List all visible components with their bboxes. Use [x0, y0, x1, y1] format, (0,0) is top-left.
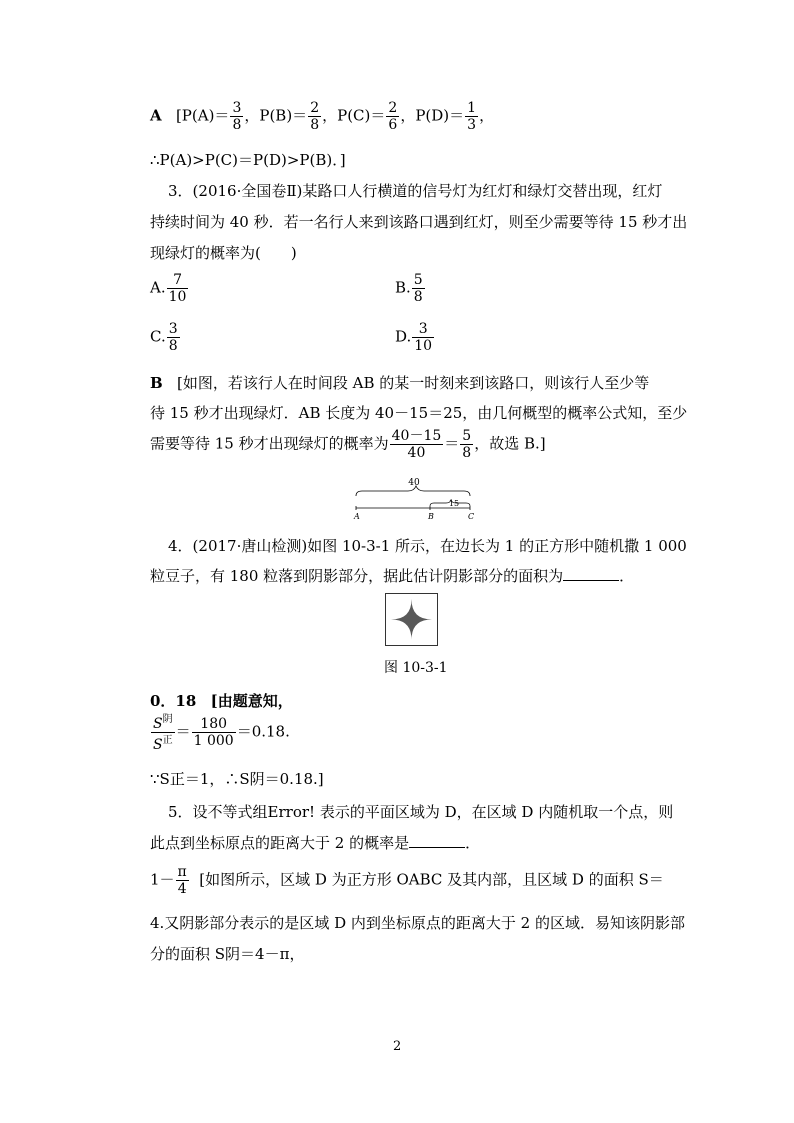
- q3-line1: 3．(2016·全国卷Ⅱ)某路口人行横道的信号灯为红灯和绿灯交替出现，红灯: [168, 182, 663, 200]
- q3-solution-line3: 需要等待 15 秒才出现绿灯的概率为 $\frac{40-15}{40}$ ＝ $\frac{5}{8}$ ，故选 B.]: [150, 428, 546, 461]
- pi-over-4: $\frac{\pi}{4}$: [177, 864, 187, 897]
- label-40: 40: [408, 478, 420, 488]
- q4-ratio-equation: $\frac{S^阴}{S^正}$ ＝ $\frac{180}{1 000}$ ＝0.18.: [153, 714, 290, 753]
- q4-answer: 0．18: [150, 692, 197, 710]
- q4-line1: 4．(2017·唐山检测)如图 10-3-1 所示，在边长为 1 的正方形中随机撒 1 000: [168, 537, 687, 555]
- q5-answer-blank: [409, 833, 465, 848]
- q3-option-a: A. $\frac{7}{10}$: [150, 272, 187, 305]
- q3-line2: 持续时间为 40 秒．若一名行人来到该路口遇到红灯，则至少需要等待 15 秒才出: [150, 213, 688, 231]
- q5-solution-line3: 分的面积 S阴＝4－π，: [150, 945, 305, 963]
- pd-label: ，P(D)＝: [400, 106, 465, 125]
- pb-fraction: $\frac{2}{8}$: [310, 100, 320, 133]
- bean-fraction: $\frac{180}{1 000}$: [193, 716, 234, 749]
- pa-label: P(A)＝: [181, 106, 230, 125]
- q3-prob-fraction: $\frac{40-15}{40}$: [391, 428, 442, 461]
- q5-line1: 5．设不等式组Error! 表示的平面区域为 D，在区域 D 内随机取一个点，则: [168, 803, 674, 821]
- q3-option-b: B. $\frac{5}{8}$: [395, 272, 423, 305]
- s-ratio-fraction: $\frac{S^阴}{S^正}$: [153, 714, 173, 753]
- label-15: 15: [448, 499, 460, 508]
- pd-fraction: $\frac{1}{3}$: [467, 100, 477, 133]
- prev-answer-line: A [P(A)＝ $\frac{3}{8}$ ，P(B)＝ $\frac{2}{8}$ ，P(C)＝ $\frac{2}{6}$ ，P(D)＝ $\frac{1}{3}$ ，: [150, 100, 495, 133]
- q4-line2: 粒豆子，有 180 粒落到阴影部分，据此估计阴影部分的面积为 ．: [150, 567, 635, 585]
- number-line-figure: [348, 478, 478, 520]
- q3-option-c: C. $\frac{3}{8}$: [150, 321, 178, 354]
- point-b: B: [428, 512, 434, 520]
- pa-fraction: $\frac{3}{8}$: [232, 100, 242, 133]
- point-a: A: [354, 512, 360, 520]
- q3-option-d: D. $\frac{3}{10}$: [395, 321, 433, 354]
- q3-solution-line2: 待 15 秒才出现绿灯．AB 长度为 40－15＝25，由几何概型的概率公式知，至少: [150, 404, 688, 422]
- page-number: 2: [393, 1039, 402, 1054]
- q3-answer-letter: B: [150, 374, 163, 392]
- q5-line2: 此点到坐标原点的距离大于 2 的概率是 ．: [150, 834, 481, 852]
- pc-fraction: $\frac{2}{6}$: [388, 100, 398, 133]
- point-c: C: [468, 512, 475, 520]
- q3-solution-line1: B [如图，若该行人在时间段 AB 的某一时刻来到该路口，则该行人至少等: [150, 374, 650, 392]
- prev-conclusion: ∴P(A)>P(C)＝P(D)>P(B)．]: [150, 151, 346, 169]
- q5-solution-line1: 1－ $\frac{\pi}{4}$ [如图所示，区域 D 为正方形 OABC 及其内部，且区域 D 的面积 S＝: [150, 864, 664, 897]
- figure-10-3-1: [385, 593, 438, 646]
- q3-line3: 现绿灯的概率为( ): [150, 244, 297, 262]
- figure-caption: 图 10-3-1: [384, 660, 448, 676]
- pc-label: ，P(C)＝: [322, 106, 386, 125]
- q5-solution-line2: 4.又阴影部分表示的是区域 D 内到坐标原点的距离大于 2 的区域．易知该阴影部: [150, 914, 685, 932]
- q4-conclusion: ∵S正＝1，∴S阴＝0.18.]: [150, 770, 324, 788]
- q4-answer-blank: [563, 566, 619, 581]
- prev-answer-letter: A: [150, 106, 162, 125]
- q4-answer-line: 0．18 [由题意知，: [150, 692, 293, 710]
- pb-label: ，P(B)＝: [244, 106, 308, 125]
